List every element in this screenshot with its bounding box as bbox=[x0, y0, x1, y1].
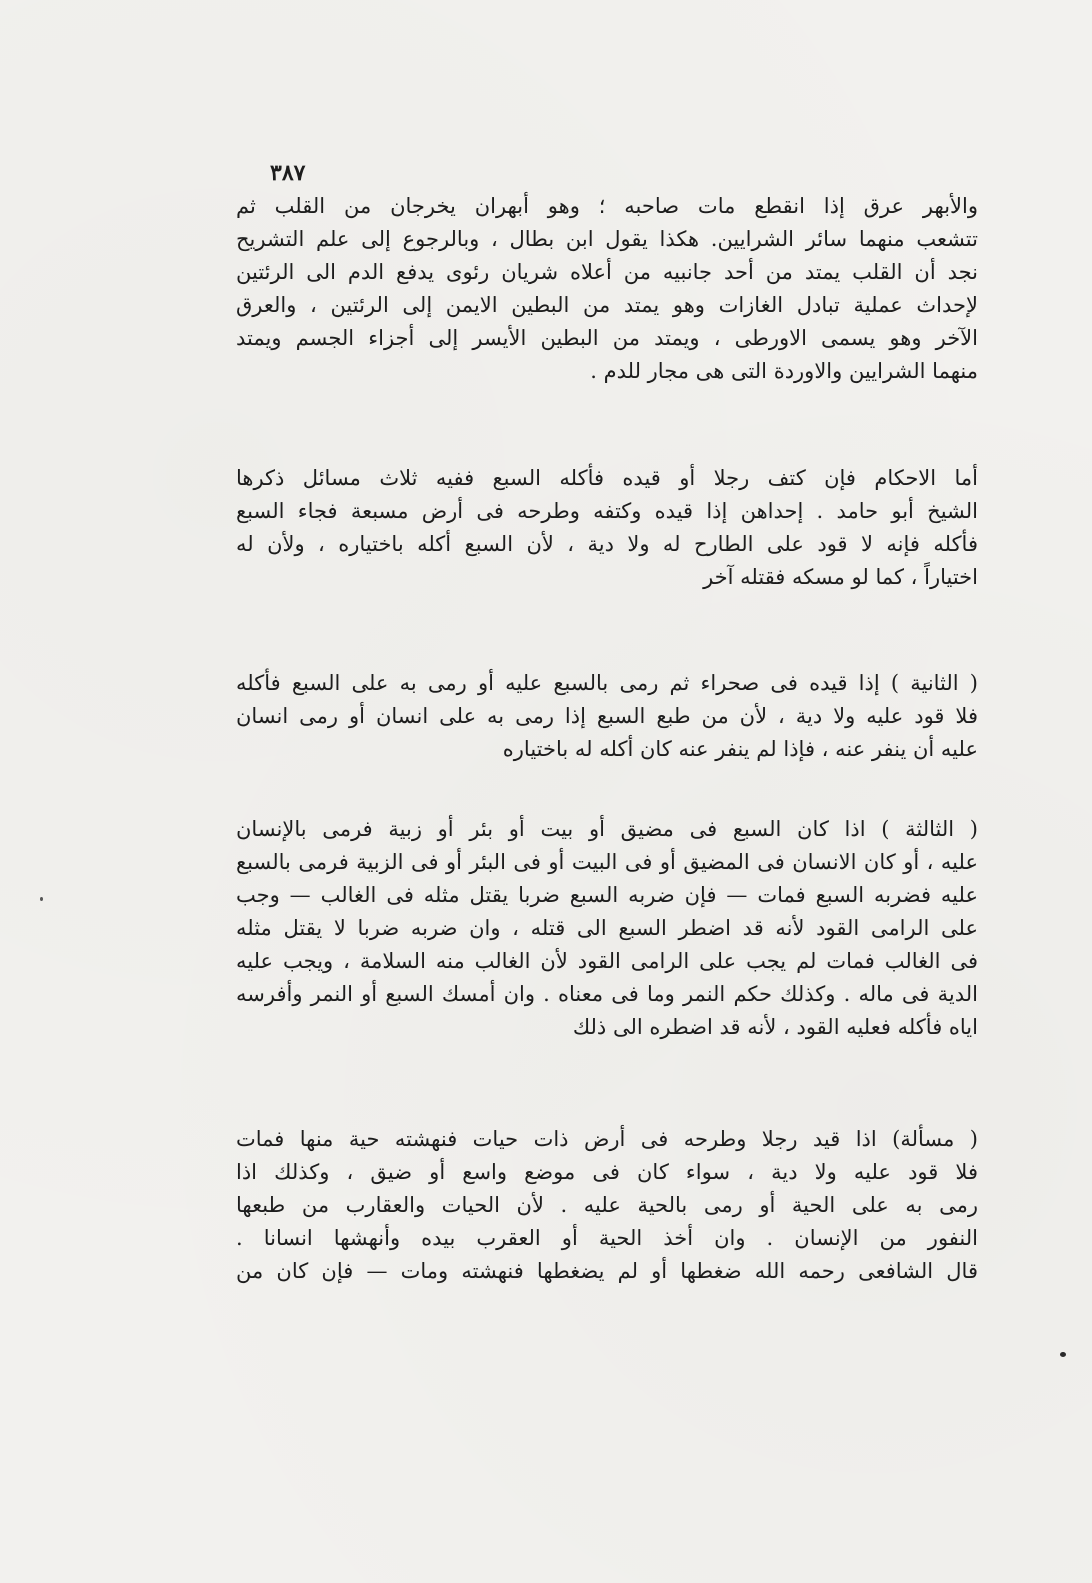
page-number: ٣٨٧ bbox=[270, 160, 306, 186]
paragraph-4 bbox=[236, 813, 978, 1044]
text-line: فلا قود عليه ولا دية ، سواء كان فى موضع واسع أو ضيق ، وكذلك اذا bbox=[236, 1160, 978, 1184]
text-line: اختياراً ، كما لو مسكه فقتله آخر bbox=[703, 565, 978, 589]
paragraph-3 bbox=[236, 667, 978, 766]
ink-speck bbox=[40, 897, 43, 901]
text-line: الشيخ أبو حامد . إحداهن إذا قيده وكتفه وطرحه فى أرض مسبعة فجاء السبع bbox=[236, 499, 978, 523]
text-line: ( مسألة) اذا قيد رجلا وطرحه فى أرض ذات حيات فنهشته حية منها فمات bbox=[236, 1127, 978, 1151]
text-line: اياه فأكله فعليه القود ، لأنه قد اضطره الى ذلك bbox=[572, 1015, 978, 1039]
text-line: تتشعب منهما سائر الشرايين. هكذا يقول ابن بطال ، وبالرجوع إلى علم التشريح bbox=[236, 227, 978, 251]
text-line: نجد أن القلب يمتد من أحد جانبيه من أعلاه شريان رئوى يدفع الدم الى الرئتين bbox=[236, 260, 978, 284]
text-line: فلا قود عليه ولا دية ، لأن من طبع السبع إذا رمى به على انسان أو رمى انسان bbox=[236, 704, 978, 728]
text-line: منهما الشرايين والاوردة التى هى مجار للدم . bbox=[590, 359, 978, 383]
ink-speck bbox=[1060, 1352, 1066, 1357]
text-line: لإحداث عملية تبادل الغازات وهو يمتد من البطين الايمن إلى الرئتين ، والعرق bbox=[236, 293, 978, 317]
text-line: فأكله فإنه لا قود على الطارح له ولا دية ، لأن السبع أكله باختياره ، ولأن له bbox=[236, 532, 978, 556]
text-line: والأبهر عرق إذا انقطع مات صاحبه ؛ وهو أبهران يخرجان من القلب ثم bbox=[236, 194, 978, 218]
text-line: النفور من الإنسان . وان أخذ الحية أو العقرب بيده وأنهشها انسانا . bbox=[236, 1226, 978, 1250]
paragraph-2 bbox=[236, 462, 978, 594]
text-line: ( الثانية ) إذا قيده فى صحراء ثم رمى بالسبع عليه أو رمى به على السبع فأكله bbox=[236, 671, 978, 695]
text-line: الدية فى ماله . وكذلك حكم النمر وما فى معناه . وان أمسك السبع أو النمر وأفرسه bbox=[236, 982, 978, 1006]
text-line: على الرامى القود لأنه قد اضطر السبع الى قتله ، وان ضربه ضربا لا يقتل مثله bbox=[236, 916, 978, 940]
text-line: فى الغالب فمات لم يجب على الرامى القود لأن الغالب منه السلامة ، ويجب عليه bbox=[236, 949, 978, 973]
text-line: أما الاحكام فإن كتف رجلا أو قيده فأكله السبع ففيه ثلاث مسائل ذكرها bbox=[236, 466, 978, 490]
text-line: عليه ، أو كان الانسان فى المضيق أو فى البيت أو فى البئر أو فى الزبية فرمى بالسبع bbox=[236, 850, 978, 874]
text-line: الآخر وهو يسمى الاورطى ، ويمتد من البطين الأيسر إلى أجزاء الجسم ويمتد bbox=[236, 326, 978, 350]
paragraph-1 bbox=[236, 190, 978, 388]
text-line: عليه فضربه السبع فمات — فإن ضربه السبع ضربا يقتل مثله فى الغالب — وجب bbox=[236, 883, 978, 907]
text-line: ( الثالثة ) اذا كان السبع فى مضيق أو بيت أو بئر أو زبية فرمى بالإنسان bbox=[236, 817, 978, 841]
text-line: رمى به على الحية أو رمى بالحية عليه . لأن الحيات والعقارب من طبعها bbox=[236, 1193, 978, 1217]
text-line: قال الشافعى رحمه الله ضغطها أو لم يضغطها فنهشته ومات — فإن كان من bbox=[236, 1259, 978, 1283]
paragraph-5 bbox=[236, 1123, 978, 1288]
text-line: عليه أن ينفر عنه ، فإذا لم ينفر عنه كان أكله له باختياره bbox=[502, 737, 978, 761]
